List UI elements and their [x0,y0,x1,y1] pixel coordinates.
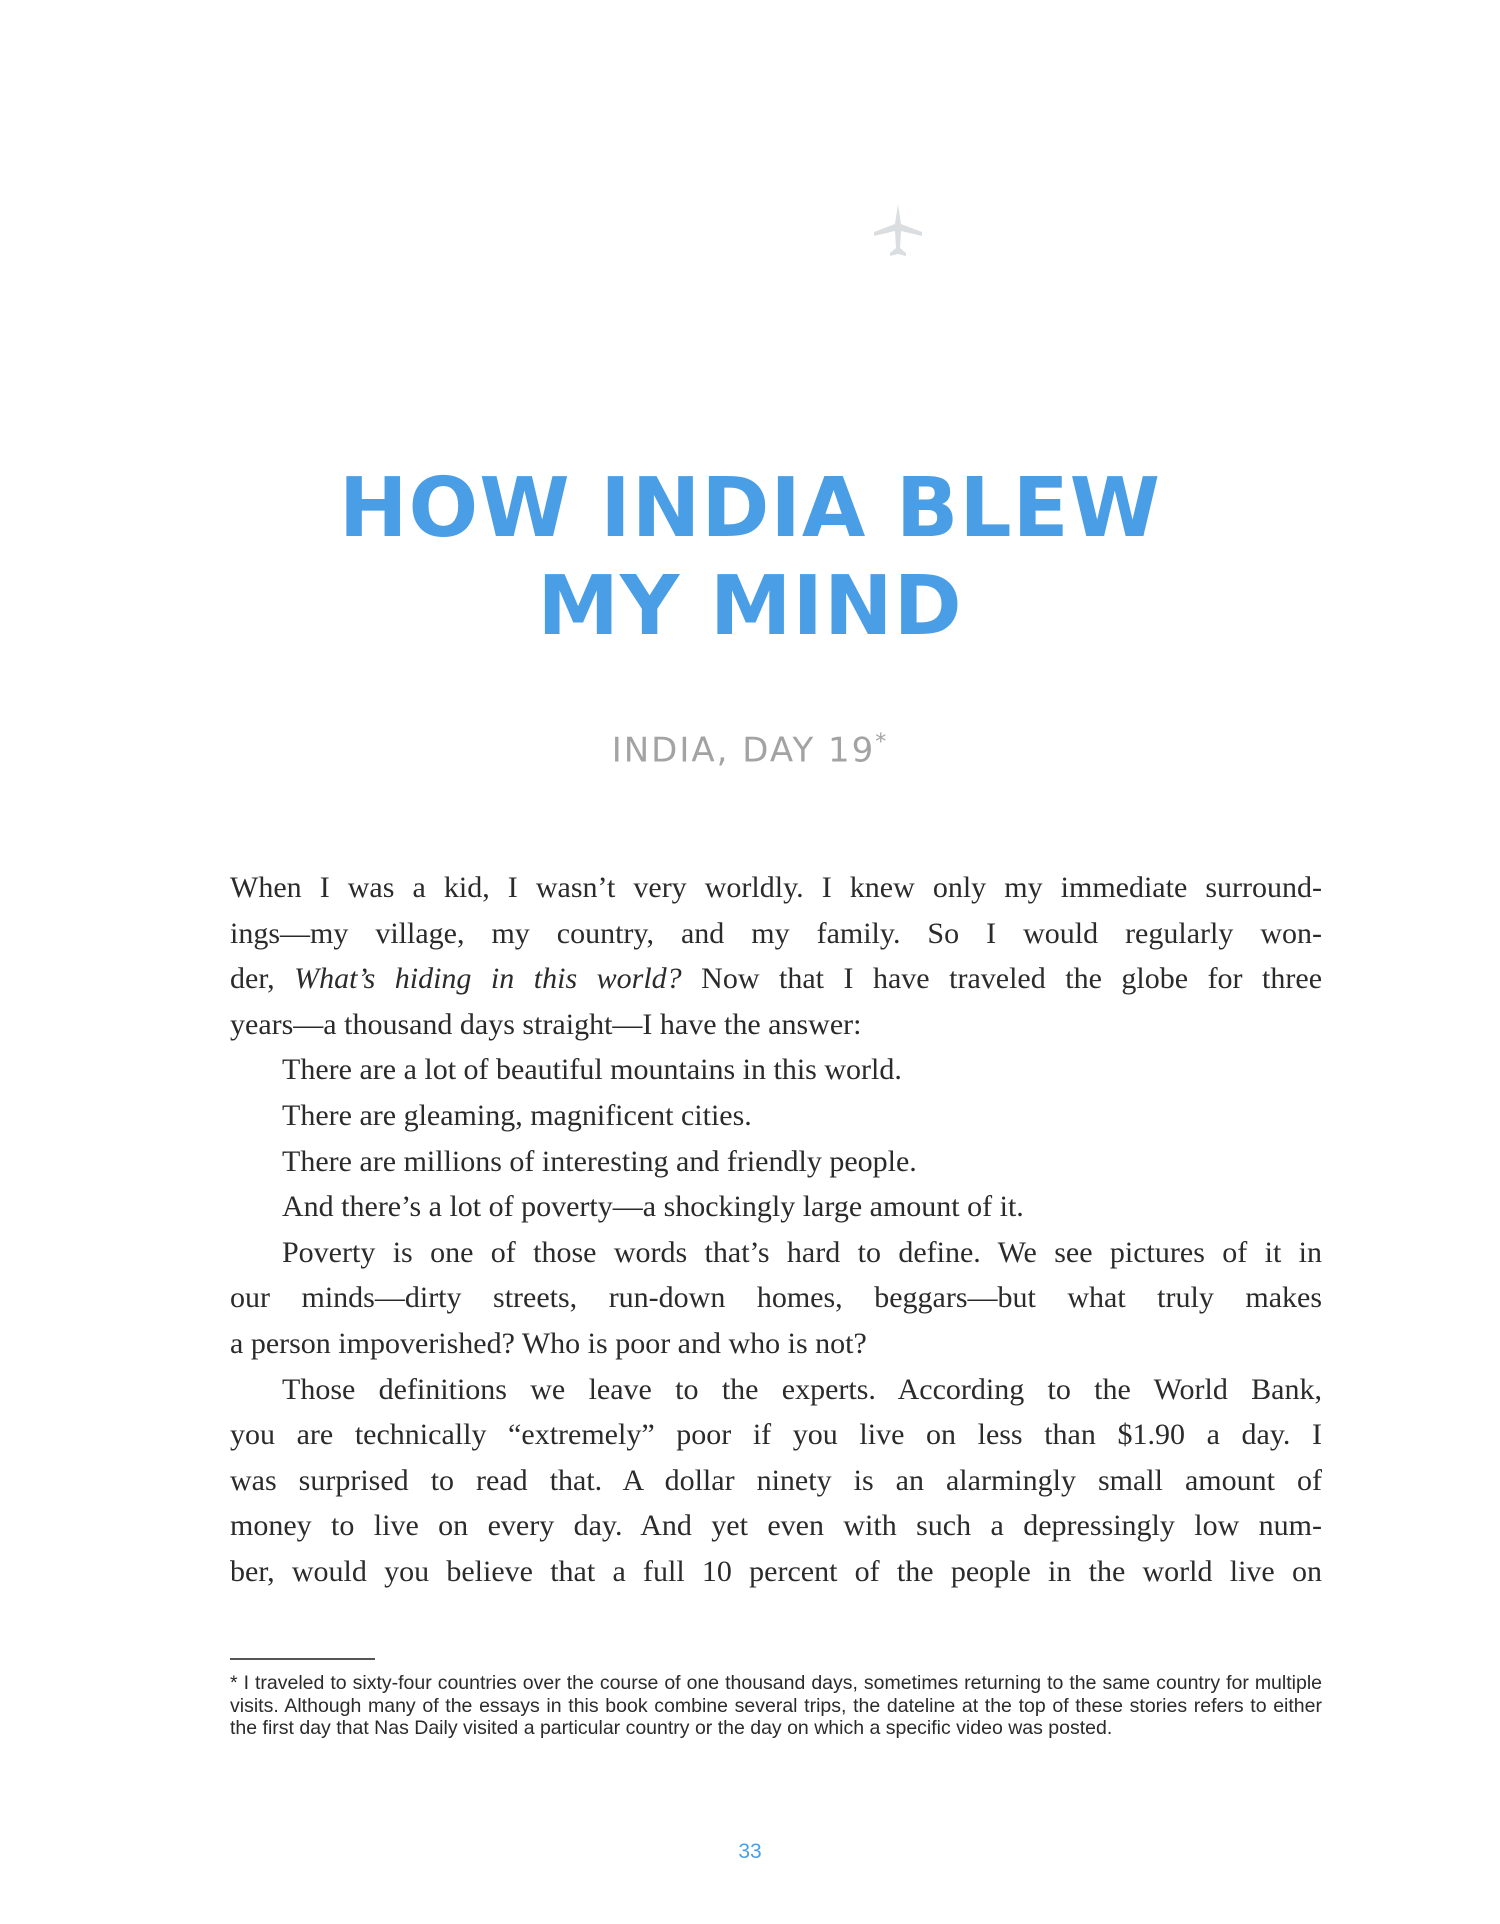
body-line: was surprised to read that. A dollar ninety is an alarmingly small amount of [230,1463,1322,1497]
body-line: our minds—dirty streets, run-down homes, beggars—but what truly makes [230,1281,1322,1315]
body-line: you are technically “extremely” poor if you live on less than $1.90 a day. I [230,1418,1322,1452]
body-line: There are a lot of beautiful mountains in this world. [282,1053,902,1087]
body-line: a person impoverished? Who is poor and who is not? [230,1326,867,1360]
footnote-paragraph [230,1672,1322,1740]
dateline-footnote-marker: * [875,730,889,755]
dateline [0,730,1500,770]
footnote-divider [230,1658,375,1660]
page-number: 33 [738,1840,762,1863]
body-italic-text: What’s hiding in this world? [294,962,682,996]
body-line: There are gleaming, magnificent cities. [282,1098,752,1132]
body-line: There are millions of interesting and friendly people. [282,1144,917,1178]
body-line: years—a thousand days straight—I have the answer: [230,1007,862,1041]
body-text [230,865,1322,1595]
footnote-marker: * [230,1672,238,1694]
body-line: money to live on every day. And yet even with such a depressingly low num- [230,1509,1322,1543]
footnote [230,1672,1322,1740]
chapter-title-line-2: MY MIND [537,558,963,654]
body-line: When I was a kid, I wasn’t very worldly. I knew only my immediate surround- [230,871,1322,904]
body-text-span: Now that I have traveled the globe for three [681,962,1323,996]
chapter-title-line-1: HOW INDIA BLEW [338,460,1162,556]
body-line [230,956,1322,1002]
chapter-title [0,460,1500,656]
dateline-text: INDIA, DAY 19 [611,730,876,771]
body-line: Poverty is one of those words that’s hard to define. We see pictures of it in [282,1235,1322,1269]
body-line: Those definitions we leave to the experts. According to the World Bank, [282,1372,1322,1406]
body-line: ings—my village, my country, and my family. So I would regularly won- [230,916,1322,950]
body-text-span: der, [230,962,295,996]
body-line: And there’s a lot of poverty—a shockingly large amount of it. [282,1190,1024,1224]
body-line: ber, would you believe that a full 10 percent of the people in the world live on [230,1554,1322,1588]
airplane-icon [868,200,928,260]
footnote-text: I traveled to sixty-four countries over the course of one thousand days, sometimes returning to the same country for multiple visits. Although many of the essays in this book combine several trips, the dateline at the top of these stories refers to either the first day that Nas Daily visited a particular country or the day on which a specific video was posted. [230,1672,1323,1739]
